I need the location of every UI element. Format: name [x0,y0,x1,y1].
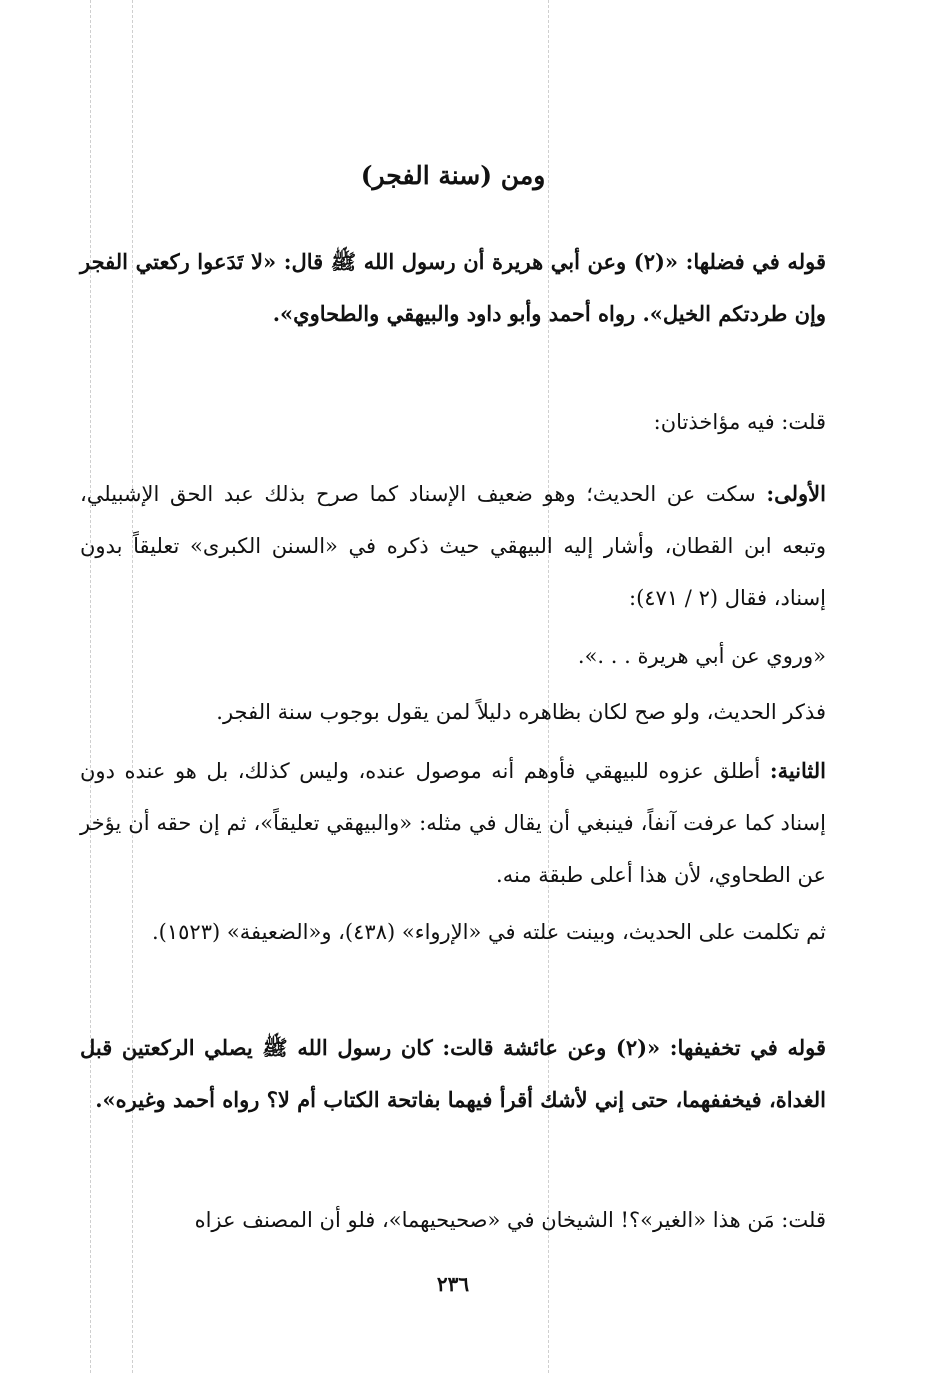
paragraph-hadith-mention: فذكر الحديث، ولو صح لكان بظاهره دليلاً لمن يقول بوجوب سنة الفجر. [216,700,826,724]
page-number: ٢٣٦ [436,1272,470,1296]
paragraph-virtue-quote: قوله في فضلها: «(٢) وعن أبي هريرة أن رسول الله ﷺ قال: «لا تَدَعوا ركعتي الفجر وإن طردتكم الخيل». رواه أحمد وأبو داود والبيهقي والطحاوي». [80,249,826,326]
paragraph-remark: قلت: مَن هذا «الغير»؟! الشيخان في «صحيحيهما»، فلو أن المصنف عزاه [194,1208,826,1232]
second-objection-label: الثانية: [769,758,826,783]
paragraph-two-objections: قلت: فيه مؤاخذتان: [653,410,826,434]
first-objection-label: الأولى: [766,481,826,506]
paragraph-bayhaqi-quote: «وروي عن أبي هريرة . . .». [577,644,826,668]
second-objection-text: أطلق عزوه للبيهقي فأوهم أنه موصول عنده، وليس كذلك، بل هو عنده دون إسناد كما عرفت آنفاً، فينبغي أن يقال في مثله: «والبيهقي تعليقاً»، ثم إن حقه أن يؤخر عن الطحاوي، لأن هذا أعلى طبقة منه. [80,759,826,887]
first-objection-text: سكت عن الحديث؛ وهو ضعيف الإسناد كما صرح بذلك عبد الحق الإشبيلي، وتبعه ابن القطان، وأشار إليه البيهقي حيث ذكره في «السنن الكبرى» تعليقاً بدون إسناد، فقال (٢ / ٤٧١): [80,482,826,610]
paragraph-second-objection [80,745,826,901]
paragraph-lightening-quote: قوله في تخفيفها: «(٢) وعن عائشة قالت: كان رسول الله ﷺ يصلي الركعتين قبل الغداة، فيخففهما، حتى إني لأشك أقرأ فيهما بفاتحة الكتاب أم لا؟ رواه أحمد وغيره». [80,1035,826,1112]
page-title: ومن (سنة الفجر) [360,161,546,190]
paragraph-first-objection [80,468,826,624]
paragraph-further-discussion: ثم تكلمت على الحديث، وبينت علته في «الإرواء» (٤٣٨)، و«الضعيفة» (١٥٢٣). [151,920,826,944]
